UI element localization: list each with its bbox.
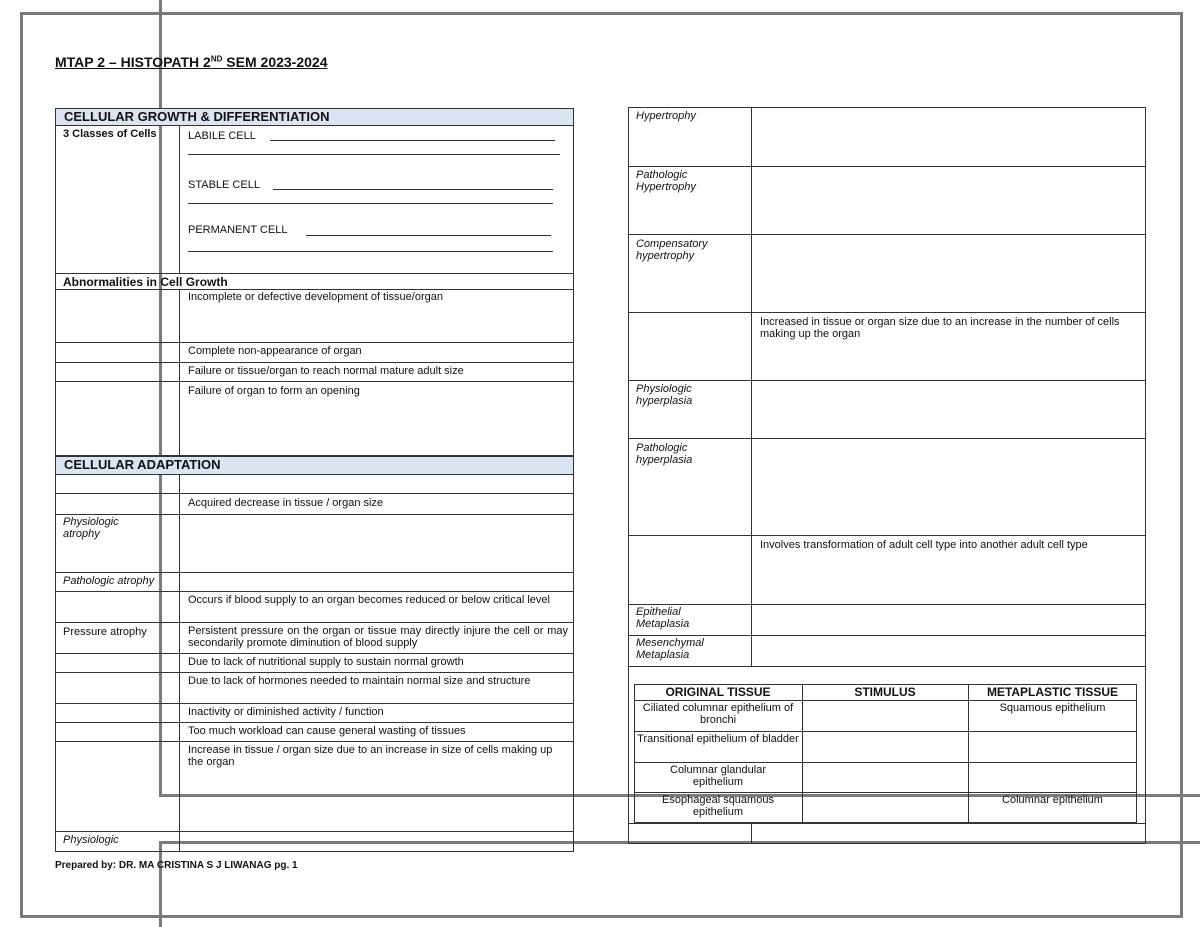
table-header: STIMULUS <box>854 685 916 699</box>
abnormal-row: Complete non-appearance of organ <box>188 345 362 357</box>
nutrition-text: Due to lack of nutritional supply to sustain normal growth <box>188 656 464 668</box>
frame-vertical-line-lower <box>159 843 162 927</box>
table-cell: Esophageal squamous epithelium <box>662 794 774 818</box>
table-cell: Transitional epithelium of bladder <box>637 733 799 745</box>
abnormal-row: Failure of organ to form an opening <box>188 385 360 397</box>
table-cell: Columnar epithelium <box>1002 794 1103 806</box>
hyperplasia-definition: Increased in tissue or organ size due to an increase in the number of cells making up the organ <box>760 316 1120 340</box>
page-title: MTAP 2 – HISTOPATH 2ND SEM 2023-2024 <box>55 54 328 70</box>
permanent-label: PERMANENT CELL <box>188 224 288 236</box>
adaptation-header: CELLULAR ADAPTATION <box>55 456 574 475</box>
compensatory-hypertrophy-label: Compensatory hypertrophy <box>636 238 708 262</box>
hypertrophy-definition: Increase in tissue / organ size due to an increase in size of cells making up the organ <box>188 744 553 768</box>
table-cell: Columnar glandular epithelium <box>670 764 766 788</box>
epithelial-metaplasia-label: Epithelial Metaplasia <box>636 606 690 630</box>
metaplasia-definition: Involves transformation of adult cell type into another adult cell type <box>760 539 1088 551</box>
classes-label: 3 Classes of Cells <box>63 128 157 140</box>
table-cell: Ciliated columnar epithelium of bronchi <box>642 702 794 726</box>
abnormal-header: Abnormalities in Cell Growth <box>63 275 228 289</box>
table-header: METAPLASTIC TISSUE <box>986 685 1119 699</box>
pathologic-hyperplasia-label: Pathologic hyperplasia <box>636 442 693 466</box>
pathologic-atrophy-label: Pathologic atrophy <box>63 575 155 587</box>
workload-text: Too much workload can cause general wasting of tissues <box>188 725 466 737</box>
growth-header: CELLULAR GROWTH & DIFFERENTIATION <box>55 108 574 126</box>
blood-supply-text: Occurs if blood supply to an organ becomes reduced or below critical level <box>188 594 550 606</box>
hypertrophy-label: Hypertrophy <box>636 110 696 122</box>
pressure-atrophy-label: Pressure atrophy <box>63 626 147 638</box>
mesenchymal-metaplasia-label: Mesenchymal Metaplasia <box>636 637 704 661</box>
inactivity-text: Inactivity or diminished activity / function <box>188 706 384 718</box>
hormones-text: Due to lack of hormones needed to maintain normal size and structure <box>188 675 531 687</box>
footer-credit: Prepared by: DR. MA CRISTINA S J LIWANAG pg. 1 <box>55 860 298 871</box>
physiologic-atrophy-label: Physiologic atrophy <box>63 516 119 540</box>
labile-label: LABILE CELL <box>188 130 256 142</box>
abnormal-row: Incomplete or defective development of tissue/organ <box>188 291 443 303</box>
atrophy-definition: Acquired decrease in tissue / organ size <box>188 497 384 509</box>
stable-label: STABLE CELL <box>188 179 260 191</box>
abnormal-row: Failure or tissue/organ to reach normal mature adult size <box>188 365 464 377</box>
pressure-atrophy-text: Persistent pressure on the organ or tissue may directly injure the cell or may secondarily promote diminution of blood supply <box>188 625 568 649</box>
pathologic-hypertrophy-label: Pathologic Hypertrophy <box>636 169 696 193</box>
table-header: ORIGINAL TISSUE <box>665 685 771 699</box>
table-cell: Squamous epithelium <box>999 702 1106 714</box>
physiologic-hyperplasia-label: Physiologic hyperplasia <box>636 383 693 407</box>
physiologic-label: Physiologic <box>63 834 119 846</box>
